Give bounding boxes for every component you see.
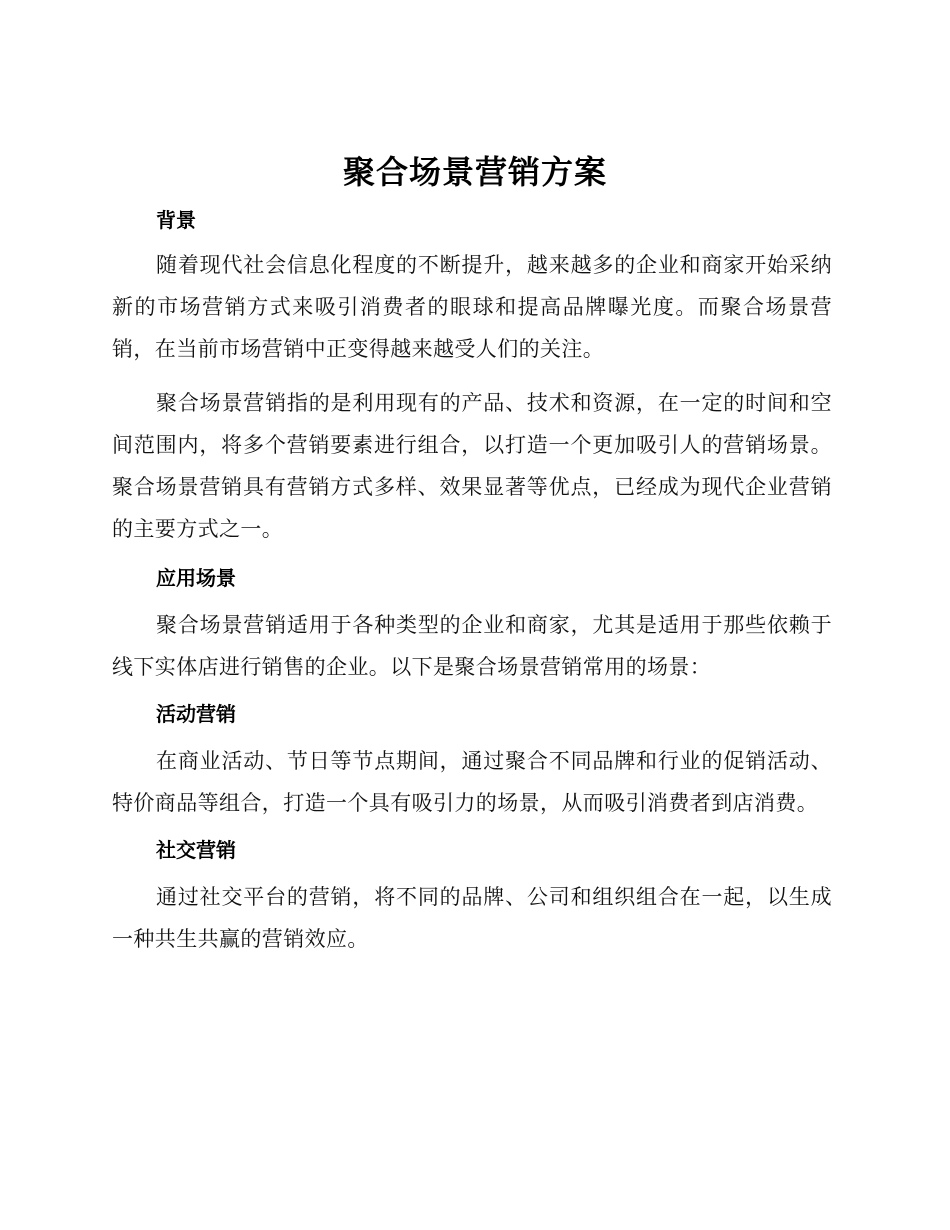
- paragraph: 在商业活动、节日等节点期间，通过聚合不同品牌和行业的促销活动、特价商品等组合，打造一个具有吸引力的场景，从而吸引消费者到店消费。: [112, 749, 832, 815]
- paragraph: 聚合场景营销指的是利用现有的产品、技术和资源，在一定的时间和空间范围内，将多个营销要素进行组合，以打造一个更加吸引人的营销场景。聚合场景营销具有营销方式多样、效果显著等优点，已经成为现代企业营销的主要方式之一。: [112, 391, 832, 541]
- document-body: [112, 200, 832, 960]
- section-heading-background: 背景: [156, 208, 196, 232]
- paragraph: 随着现代社会信息化程度的不断提升，越来越多的企业和商家开始采纳新的市场营销方式来吸引消费者的眼球和提高品牌曝光度。而聚合场景营销，在当前市场营销中正变得越来越受人们的关注。: [112, 253, 832, 361]
- section-heading-social-marketing: 社交营销: [156, 838, 236, 862]
- paragraph: 聚合场景营销适用于各种类型的企业和商家，尤其是适用于那些依赖于线下实体店进行销售的企业。以下是聚合场景营销常用的场景：: [112, 613, 832, 679]
- section-heading-application: 应用场景: [156, 566, 236, 590]
- section-heading-event-marketing: 活动营销: [156, 702, 236, 726]
- document-title: 聚合场景营销方案: [342, 153, 607, 191]
- paragraph: 通过社交平台的营销，将不同的品牌、公司和组织组合在一起，以生成一种共生共赢的营销效应。: [112, 885, 832, 951]
